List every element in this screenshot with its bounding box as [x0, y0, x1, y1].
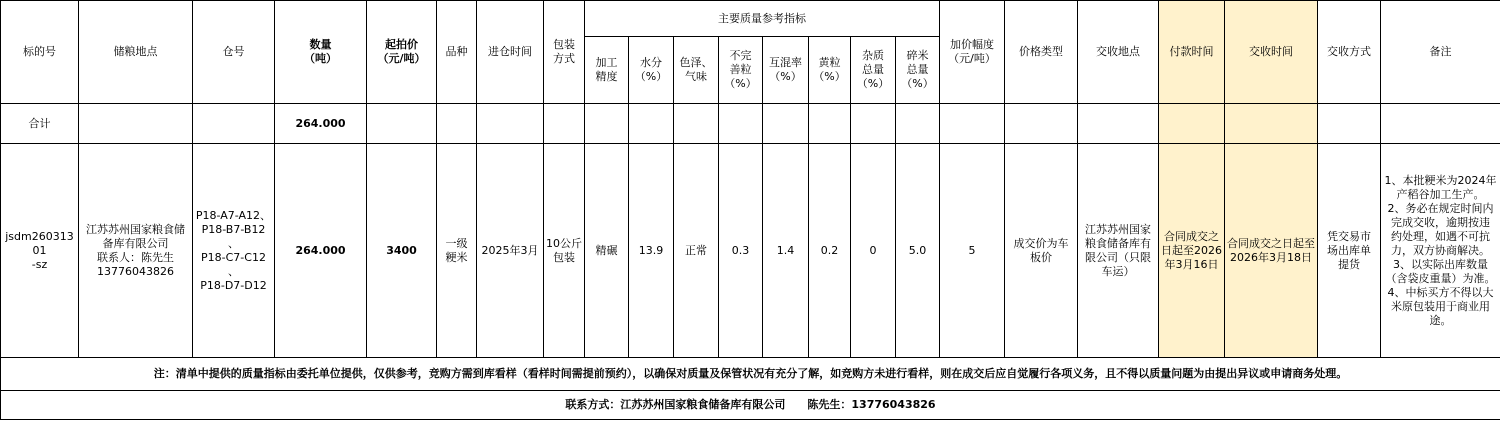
header-price-type: 价格类型	[1005, 1, 1078, 104]
header-payment-time: 付款时间	[1159, 1, 1225, 104]
impurities: 0	[851, 144, 896, 358]
header-warehouse-no: 仓号	[193, 1, 275, 104]
start-price: 3400	[367, 144, 437, 358]
admixture-rate: 1.4	[763, 144, 809, 358]
header-broken-rice: 碎米 总量 （%）	[896, 37, 940, 104]
header-delivery-location: 交收地点	[1078, 1, 1159, 104]
header-lot-no: 标的号	[1, 1, 79, 104]
lot-row	[1, 144, 1500, 358]
header-processing-precision: 加工 精度	[585, 37, 629, 104]
price-type: 成交价为车 板价	[1005, 144, 1078, 358]
payment-time: 合同成交之 日起至2026 年3月16日	[1159, 144, 1225, 358]
header-yellow-grains: 黄粒 （%）	[809, 37, 851, 104]
moisture: 13.9	[629, 144, 674, 358]
color-odor: 正常	[674, 144, 719, 358]
yellow-grains: 0.2	[809, 144, 851, 358]
remarks: 1、本批粳米为2024年 产稻谷加工生产。 2、务必在规定时间内 完成交收，逾期按违 约处理，如遇不可抗 力，双方协商解决。 3、以实际出库数量 （含袋皮重量）为准。 4、中标买方不得以大 米原包装用于商业用 途。	[1381, 144, 1500, 358]
header-impurities: 杂质 总量 （%）	[851, 37, 896, 104]
storage-time: 2025年3月	[477, 144, 544, 358]
total-row	[1, 104, 1500, 144]
header-moisture: 水分 （%）	[629, 37, 674, 104]
header-admixture-rate: 互混率 （%）	[763, 37, 809, 104]
warehouse-no: P18-A7-A12、 P18-B7-B12 、 P18-C7-C12 、 P18-D7-D12	[193, 144, 275, 358]
header-delivery-method: 交收方式	[1318, 1, 1381, 104]
processing-precision: 精碾	[585, 144, 629, 358]
header-storage-time: 进仓时间	[477, 1, 544, 104]
delivery-time: 合同成交之日起至 2026年3月18日	[1225, 144, 1318, 358]
contact-info: 联系方式：江苏苏州国家粮食储备库有限公司 陈先生：13776043826	[1, 391, 1500, 420]
variety: 一级 粳米	[437, 144, 477, 358]
total-quantity: 264.000	[275, 104, 367, 144]
header-row	[1, 1, 1500, 37]
total-label: 合计	[1, 104, 79, 144]
delivery-location: 江苏苏州国家 粮食储备库有 限公司（只限 车运）	[1078, 144, 1159, 358]
header-imperfect-grains: 不完 善粒 （%）	[719, 37, 763, 104]
header-quantity: 数量 （吨）	[275, 1, 367, 104]
imperfect-grains: 0.3	[719, 144, 763, 358]
contact-row	[1, 391, 1500, 420]
broken-rice: 5.0	[896, 144, 940, 358]
header-increment: 加价幅度 （元/吨）	[940, 1, 1005, 104]
header-storage-location: 储粮地点	[79, 1, 193, 104]
header-color-odor: 色泽、 气味	[674, 37, 719, 104]
price-increment: 5	[940, 144, 1005, 358]
storage-location: 江苏苏州国家粮食储 备库有限公司 联系人：陈先生 13776043826	[79, 144, 193, 358]
header-start-price: 起拍价 （元/吨）	[367, 1, 437, 104]
packaging: 10公斤 包装	[544, 144, 585, 358]
header-packaging: 包装 方式	[544, 1, 585, 104]
header-quality-group: 主要质量参考指标	[585, 1, 940, 37]
note-row	[1, 358, 1500, 391]
header-variety: 品种	[437, 1, 477, 104]
header-delivery-time: 交收时间	[1225, 1, 1318, 104]
header-remarks: 备注	[1381, 1, 1500, 104]
lot-no: jsdm26031301 -sz	[1, 144, 79, 358]
delivery-method: 凭交易市 场出库单 提货	[1318, 144, 1381, 358]
quality-note: 注：清单中提供的质量指标由委托单位提供，仅供参考，竞购方需到库看样（看样时间需提前预约），以确保对质量及保管状况有充分了解，如竞购方未进行看样，则在成交后应自觉履行各项义务，且不得以质量问题为由提出异议或申请商务处理。	[1, 358, 1500, 391]
lot-quantity: 264.000	[275, 144, 367, 358]
